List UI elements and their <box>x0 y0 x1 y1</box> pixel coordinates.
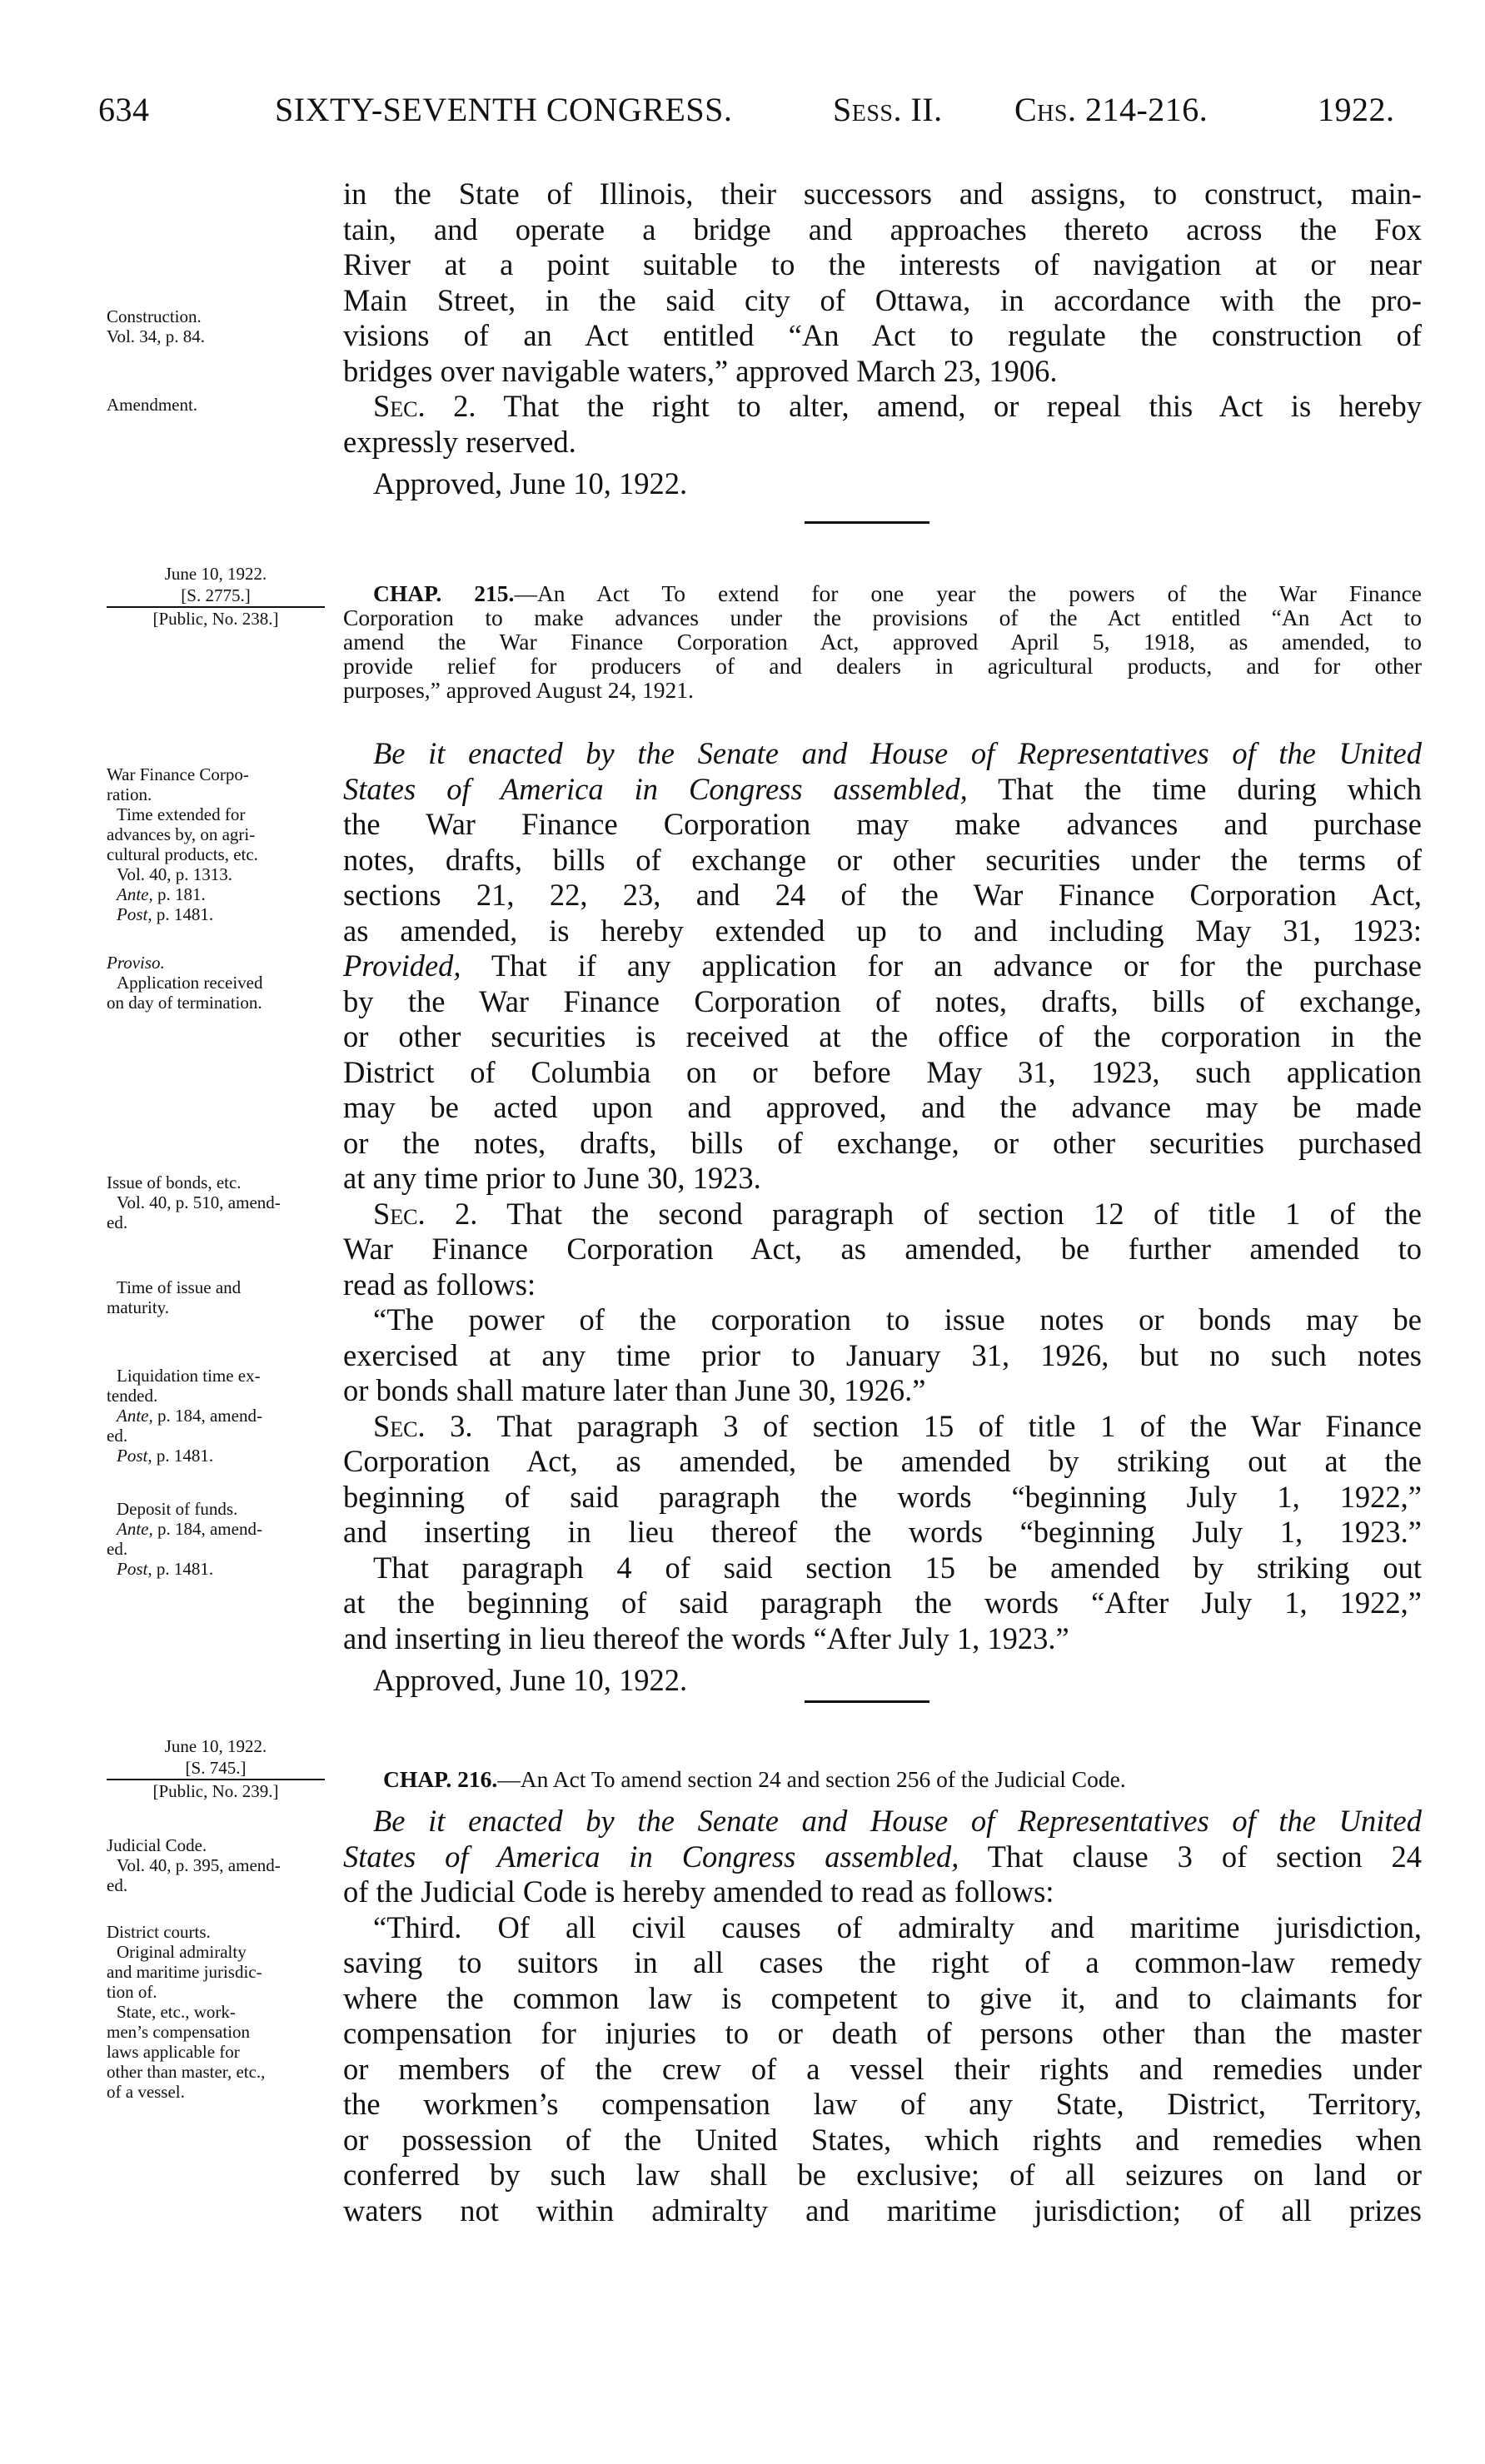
text-line: beginning of said paragraph the words “beginning July 1, 1922,” <box>343 1479 1422 1514</box>
text-line: provide relief for producers of and dealers in agricultural products, and for other <box>343 653 1422 679</box>
margin-text: Vol. 40, p. 395, amend- <box>117 1855 281 1875</box>
section-label: Sec. 3. <box>373 1408 473 1443</box>
text-line: at the beginning of said paragraph the words “After July 1, 1922,” <box>343 1585 1422 1620</box>
section-3-line <box>343 1409 1422 1445</box>
margin-text: Original admiralty <box>117 1942 247 1962</box>
text-run: That the second paragraph of section 12 of title 1 of the <box>477 1196 1422 1231</box>
approved-line: Approved, June 10, 1922. <box>373 466 688 500</box>
margin-text: Issue of bonds, etc. <box>107 1172 242 1192</box>
text-run: Post, <box>117 1446 152 1466</box>
text-line: visions of an Act entitled “An Act to regulate the construction of <box>343 318 1422 352</box>
section-2-line <box>343 1197 1422 1232</box>
text-run: Ante, <box>117 1519 153 1539</box>
margin-text: men’s compensation <box>107 2022 251 2042</box>
approved-line: Approved, June 10, 1922. <box>373 1663 688 1697</box>
margin-note-construction <box>107 306 340 346</box>
margin-text <box>107 953 340 973</box>
text-run: Ante, <box>117 884 153 904</box>
year-label: 1922. <box>1318 91 1395 128</box>
text-run: p. 184, amend- <box>152 1406 262 1426</box>
text-line: Corporation Act, as amended, be amended by striking out at the <box>343 1444 1422 1478</box>
text-line <box>343 1839 1422 1875</box>
text-line: War Finance Corporation Act, as amended, be further amended to <box>343 1232 1422 1266</box>
section-label: Sec. 2. <box>373 389 476 423</box>
public-law-number: [Public, No. 239.] <box>152 1781 279 1801</box>
divider-rule <box>805 1700 929 1703</box>
chap-216-bill-info <box>107 1735 325 1802</box>
text-run: p. 181. <box>152 884 206 904</box>
margin-text <box>107 884 340 904</box>
margin-note-proviso <box>107 953 340 1013</box>
margin-note-judicial-code <box>107 1835 340 1895</box>
text-line <box>343 581 1422 605</box>
text-line: or bonds shall mature later than June 30, 1926.” <box>343 1373 926 1407</box>
margin-text: advances by, on agri- <box>107 824 256 844</box>
text-line <box>343 772 1422 808</box>
margin-text: on day of termination. <box>107 993 262 1013</box>
bill-number: [S. 2775.] <box>107 585 325 608</box>
text-line: That paragraph 4 of said section 15 be amended by striking out <box>373 1550 1422 1585</box>
text-line: or the notes, drafts, bills of exchange, or other securities purchased <box>343 1125 1422 1160</box>
text-run: That clause 3 of section 24 <box>959 1839 1423 1874</box>
text-line: exercised at any time prior to January 31, 1926, but no such notes <box>343 1337 1422 1372</box>
margin-text: Construction. <box>107 306 202 326</box>
text-line: may be acted upon and approved, and the advance may be made <box>343 1090 1422 1124</box>
margin-note-war-finance <box>107 764 340 924</box>
margin-text <box>107 1519 340 1539</box>
text-line: waters not within admiralty and maritime jurisdiction; of all prizes <box>343 2193 1422 2228</box>
text-run: Post, <box>117 1559 152 1579</box>
chapters-label: Chs. 214-216. <box>1014 91 1208 128</box>
enacting-clause: Be it enacted by the Senate and House of Representatives of the United <box>373 1804 1422 1838</box>
chap-215-body <box>343 736 1422 1699</box>
text-run: That paragraph 3 of section 15 of title 1 of the War Finance <box>472 1408 1422 1443</box>
margin-text: maturity. <box>107 1297 170 1317</box>
margin-text: Time of issue and <box>117 1277 242 1297</box>
text-line: tain, and operate a bridge and approaches thereto across the Fox <box>343 212 1422 246</box>
text-run: p. 184, amend- <box>152 1519 262 1539</box>
text-run: —An Act To extend for one year the powers of the War Finance <box>514 580 1422 606</box>
text-line: Corporation to make advances under the provisions of the Act entitled “An Act to <box>343 605 1422 630</box>
text-line: or other securities is received at the office of the corporation in the <box>343 1019 1422 1053</box>
margin-text: other than master, etc., <box>107 2062 266 2082</box>
margin-note-district-courts <box>107 1922 340 2102</box>
margin-text: Vol. 40, p. 1313. <box>117 864 233 884</box>
text-run: p. 1481. <box>152 904 214 924</box>
margin-text: ed. <box>107 1426 128 1446</box>
margin-text: Application received <box>117 973 263 993</box>
text-line: or possession of the United States, which rights and remedies when <box>343 2122 1422 2157</box>
running-title: SIXTY-SEVENTH CONGRESS. <box>275 91 733 128</box>
text-line: bridges over navigable waters,” approved March 23, 1906. <box>343 353 1058 388</box>
margin-note-liquidation <box>107 1366 340 1466</box>
margin-text: tion of. <box>107 1982 157 2002</box>
margin-text: ed. <box>107 1212 128 1232</box>
chapter-label: CHAP. 215. <box>373 580 515 606</box>
margin-note-amendment <box>107 395 340 415</box>
text-run: Post, <box>117 904 152 924</box>
margin-text: Amendment. <box>107 395 198 415</box>
margin-text: cultural products, etc. <box>107 844 258 864</box>
margin-text: Liquidation time ex- <box>117 1366 261 1386</box>
chap-216-body <box>343 1804 1422 2228</box>
chap-215-title <box>343 581 1422 702</box>
text-run: Provided, <box>343 948 461 983</box>
margin-text: Judicial Code. <box>107 1835 207 1855</box>
bill-date: June 10, 1922. <box>164 1736 267 1756</box>
margin-note-deposit <box>107 1499 340 1579</box>
margin-text: of a vessel. <box>107 2082 185 2102</box>
bill-date: June 10, 1922. <box>164 564 267 584</box>
text-line: read as follows: <box>343 1267 536 1302</box>
text-line: by the War Finance Corporation of notes, drafts, bills of exchange, <box>343 983 1422 1018</box>
text-line <box>343 1767 1422 1791</box>
text-line: “Third. Of all civil causes of admiralty and maritime jurisdiction, <box>373 1909 1422 1944</box>
text-line: amend the War Finance Corporation Act, approved April 5, 1918, as amended, to <box>343 629 1422 655</box>
text-line: in the State of Illinois, their successors and assigns, to construct, main- <box>343 177 1422 211</box>
session-label: Sess. II. <box>833 91 943 128</box>
text-run: That the right to alter, amend, or repeal this Act is hereby <box>476 389 1422 423</box>
margin-text: Time extended for <box>117 804 246 824</box>
text-line: as amended, is hereby extended up to and including May 31, 1923: <box>343 913 1422 948</box>
text-run: Proviso. <box>107 953 165 973</box>
chap-215-bill-info <box>107 563 325 630</box>
divider-rule <box>805 521 929 524</box>
text-run: That if any application for an advance or for the purchase <box>461 948 1422 983</box>
margin-text: and maritime jurisdic- <box>107 1962 262 1982</box>
margin-text: Deposit of funds. <box>117 1499 238 1519</box>
margin-text <box>107 1559 340 1579</box>
chap-216-title <box>343 1767 1422 1791</box>
margin-text: District courts. <box>107 1922 211 1942</box>
enacting-clause: Be it enacted by the Senate and House of Representatives of the United <box>373 736 1422 770</box>
text-line: saving to suitors in all cases the right of a common-law remedy <box>343 1945 1422 1979</box>
margin-note-time-of-issue <box>107 1277 340 1317</box>
text-line: District of Columbia on or before May 31, 1923, such application <box>343 1054 1422 1089</box>
text-line: or members of the crew of a vessel their rights and remedies under <box>343 2051 1422 2086</box>
chapter-214-text <box>343 177 1422 502</box>
text-line: at any time prior to June 30, 1923. <box>343 1161 761 1195</box>
public-law-number: [Public, No. 238.] <box>152 609 279 629</box>
text-line: River at a point suitable to the interests of navigation at or near <box>343 247 1422 281</box>
text-line: the workmen’s compensation law of any State, District, Territory, <box>343 2087 1422 2121</box>
text-line: Main Street, in the said city of Ottawa, in accordance with the pro- <box>343 282 1422 317</box>
text-line: conferred by such law shall be exclusive; of all seizures on land or <box>343 2158 1422 2192</box>
margin-text: Vol. 34, p. 84. <box>107 326 206 346</box>
text-line: expressly reserved. <box>343 424 576 459</box>
text-line: and inserting in lieu thereof the words “beginning July 1, 1923.” <box>343 1515 1422 1549</box>
text-line: “The power of the corporation to issue notes or bonds may be <box>373 1302 1422 1337</box>
text-run: p. 1481. <box>152 1559 214 1579</box>
section-label: Sec. 2. <box>373 1196 478 1231</box>
text-run: p. 1481. <box>152 1446 214 1466</box>
section-2-line <box>343 389 1422 425</box>
text-run: Ante, <box>117 1406 153 1426</box>
text-run: States of America in Congress assembled, <box>343 771 968 806</box>
text-run: That the time during which <box>967 771 1422 806</box>
text-run: States of America in Congress assembled, <box>343 1839 959 1874</box>
text-line: notes, drafts, bills of exchange or other securities under the terms of <box>343 842 1422 877</box>
text-run: —An Act To amend section 24 and section 256 of the Judicial Code. <box>497 1766 1126 1792</box>
text-line: compensation for injuries to or death of persons other than the master <box>343 2016 1422 2050</box>
margin-text: tended. <box>107 1386 158 1406</box>
text-line: sections 21, 22, 23, and 24 of the War Finance Corporation Act, <box>343 878 1422 912</box>
text-line: of the Judicial Code is hereby amended to read as follows: <box>343 1874 1054 1909</box>
margin-text: ed. <box>107 1875 128 1895</box>
text-line <box>343 948 1422 984</box>
margin-note-issue-of-bonds <box>107 1172 340 1232</box>
margin-text: ration. <box>107 784 152 804</box>
margin-text: laws applicable for <box>107 2042 240 2062</box>
bill-number: [S. 745.] <box>107 1757 325 1780</box>
margin-text: ed. <box>107 1539 128 1559</box>
text-line: where the common law is competent to give it, and to claimants for <box>343 1980 1422 2015</box>
margin-text: War Finance Corpo- <box>107 764 249 784</box>
text-line: and inserting in lieu thereof the words “After July 1, 1923.” <box>343 1620 1069 1655</box>
page-number: 634 <box>98 91 150 128</box>
margin-text: Vol. 40, p. 510, amend- <box>117 1192 281 1212</box>
margin-text <box>107 1446 340 1466</box>
chapter-label: CHAP. 216. <box>383 1766 498 1792</box>
text-line: the War Finance Corporation may make advances and purchase <box>343 807 1422 841</box>
text-line: purposes,” approved August 24, 1921. <box>343 677 694 703</box>
margin-text: State, etc., work- <box>117 2002 236 2022</box>
margin-text <box>107 904 340 924</box>
margin-text <box>107 1406 340 1426</box>
